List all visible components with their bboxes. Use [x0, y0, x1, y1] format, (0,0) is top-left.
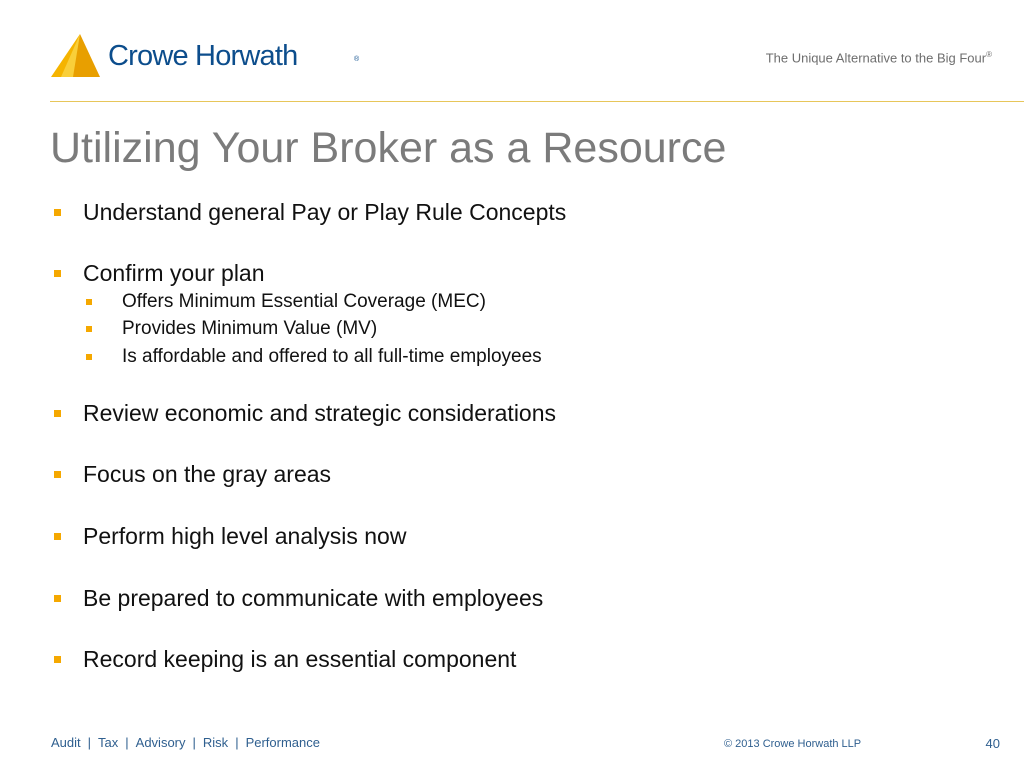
sub-bullet-item: Offers Minimum Essential Coverage (MEC) — [122, 291, 486, 312]
footer-separator: | — [87, 735, 92, 750]
tagline-registered-mark: ® — [986, 50, 992, 59]
sub-bullet-item: Is affordable and offered to all full-time employees — [122, 346, 542, 367]
footer-separator: | — [192, 735, 196, 750]
sub-bullet-item: Provides Minimum Value (MV) — [122, 318, 378, 339]
logo-registered-mark: ® — [354, 56, 360, 63]
footer-separator: | — [125, 735, 129, 750]
footer-item-tax: Tax — [98, 735, 119, 750]
bullet-item: Record keeping is an essential component — [83, 646, 517, 672]
footer-separator: | — [235, 735, 239, 750]
bullet-item: Confirm your plan — [83, 260, 265, 286]
page-number: 40 — [985, 736, 1000, 751]
footer-item-advisory: Advisory — [135, 735, 186, 750]
footer-service-lines — [51, 735, 320, 750]
slide-title: Utilizing Your Broker as a Resource — [50, 124, 727, 172]
bullet-item: Focus on the gray areas — [83, 461, 332, 487]
bullet-item: Review economic and strategic considerations — [83, 400, 557, 426]
bullet-item: Understand general Pay or Play Rule Concepts — [83, 199, 567, 225]
footer-item-risk: Risk — [202, 735, 229, 750]
footer-copyright: © 2013 Crowe Horwath LLP — [724, 738, 862, 750]
bullet-item: Perform high level analysis now — [83, 523, 407, 549]
footer-item-performance: Performance — [245, 735, 320, 750]
logo-wordmark: Crowe Horwath — [108, 40, 298, 72]
tagline-text: The Unique Alternative to the Big Four — [765, 50, 987, 66]
footer-item-audit: Audit — [51, 735, 81, 750]
bullet-item: Be prepared to communicate with employees — [83, 585, 544, 611]
